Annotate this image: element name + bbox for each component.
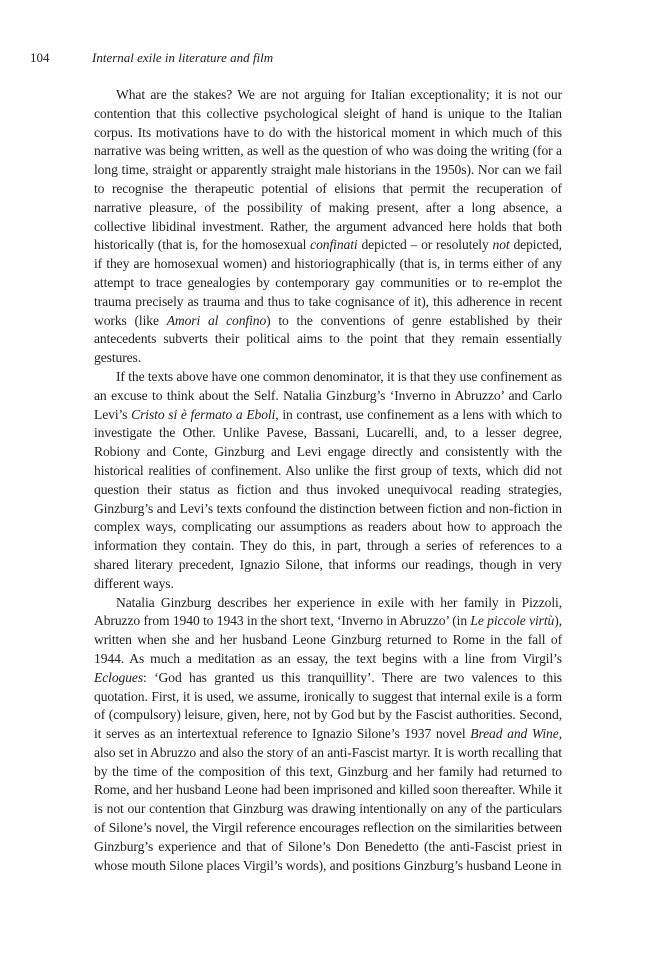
text-span: , also set in Abruzzo and also the story of an anti-Fascist martyr. It is worth recalling that by the time of the composition of this text, Ginzburg and her family had returned to Rome, and her husband Leone had been imprisoned and killed soon thereafter. While it is not our contention that Ginzburg was drawing intentionally on any of the particulars of Silone’s novel, the Virgil reference encourages reflection on the similarities between Ginzburg’s experience and that of Silone’s Don Benedetto (the anti-Fascist priest in whose mouth Silone places Virgil’s words), and positions Ginzburg’s husband Leone in (94, 726, 562, 873)
italic-title: Amori al confino (166, 312, 267, 328)
running-title: Internal exile in literature and film (92, 50, 274, 65)
italic-title: Cristo si è fermato a Eboli (131, 406, 276, 422)
paragraph-3 (94, 594, 562, 876)
running-head (30, 50, 273, 66)
text-span: , in contrast, use confinement as a lens with which to investigate the Other. Unlike Pavese, Bassani, Lucarelli, and, to a lesser degree, Robiony and Conte, Ginzburg and Levi engage directly and consistently with the historical realities of confinement. Also unlike the first group of texts, which did not question their status as fiction and thus invoked unequivocal reading strategies, Ginzburg’s and Levi’s texts confound the distinction between fiction and non-fiction in complex ways, complicating our assumptions as readers about how to approach the information they contain. They do this, in part, through a series of references to a shared literary precedent, Ignazio Silone, that informs our readings, though in very different ways. (94, 406, 562, 591)
paragraph-2 (94, 368, 562, 594)
italic-title: Bread and Wine (470, 726, 559, 742)
page-number: 104 (30, 50, 50, 65)
text-span: Natalia Ginzburg describes her experience in exile with her family in Pizzoli, Abruzzo from 1940 to 1943 in the short text, ‘Inverno in Abruzzo’ (in (94, 594, 562, 629)
text-span: : ‘God has granted us this tranquillity’. There are two valences to this quotation. First, it is used, we assume, ironically to suggest that internal exile is a form of (compulsory) leisure, given, here, not by God but by the Fascist authorities. Second, it serves as an intertextual reference to Ignazio Silone’s 1937 novel (94, 669, 562, 742)
paragraph-1 (94, 86, 562, 368)
italic-emphasis: not (492, 237, 510, 253)
italic-term: confinati (310, 237, 358, 253)
text-span: depicted, if they are homosexual women) and historiographically (that is, in terms either of any attempt to trace genealogies by contemporary gay communities or to re-emplot the trauma precisely as trauma and thus to take cognisance of it), this adherence in recent works (like (94, 237, 562, 328)
text-span: ), written when she and her husband Leone Ginzburg returned to Rome in the fall of 1944. As much a meditation as an essay, the text begins with a line from Virgil’s (94, 613, 562, 666)
body-text (94, 86, 562, 875)
text-span: ) to the conventions of genre established by their antecedents subverts their political aims to the point that they remain essentially gestures. (94, 312, 562, 366)
text-span: What are the stakes? We are not arguing for Italian exceptionality; it is not our contention that this collective psychological sleight of hand is unique to the Italian corpus. Its motivations have to do with the historical moment in which much of this narrative was being written, as well as the question of who was doing the writing (for a long time, straight or apparently straight male historians in the 1950s). Nor can we fail to recognise the therapeutic potential of elisions that permit the recuperation of narrative pleasure, of the possibility of making present, after a long absence, a collective libidinal investment. Rather, the argument advanced here holds that both historically (that is, for the homosexual (94, 87, 562, 253)
text-span: If the texts above have one common denominator, it is that they use confinement as an excuse to think about the Self. Natalia Ginzburg’s ‘Inverno in Abruzzo’ and Carlo Levi’s (94, 368, 562, 422)
italic-title: Eclogues (94, 669, 144, 685)
italic-title: Le piccole virtù (470, 613, 555, 629)
text-span: depicted – or resolutely (357, 237, 493, 253)
